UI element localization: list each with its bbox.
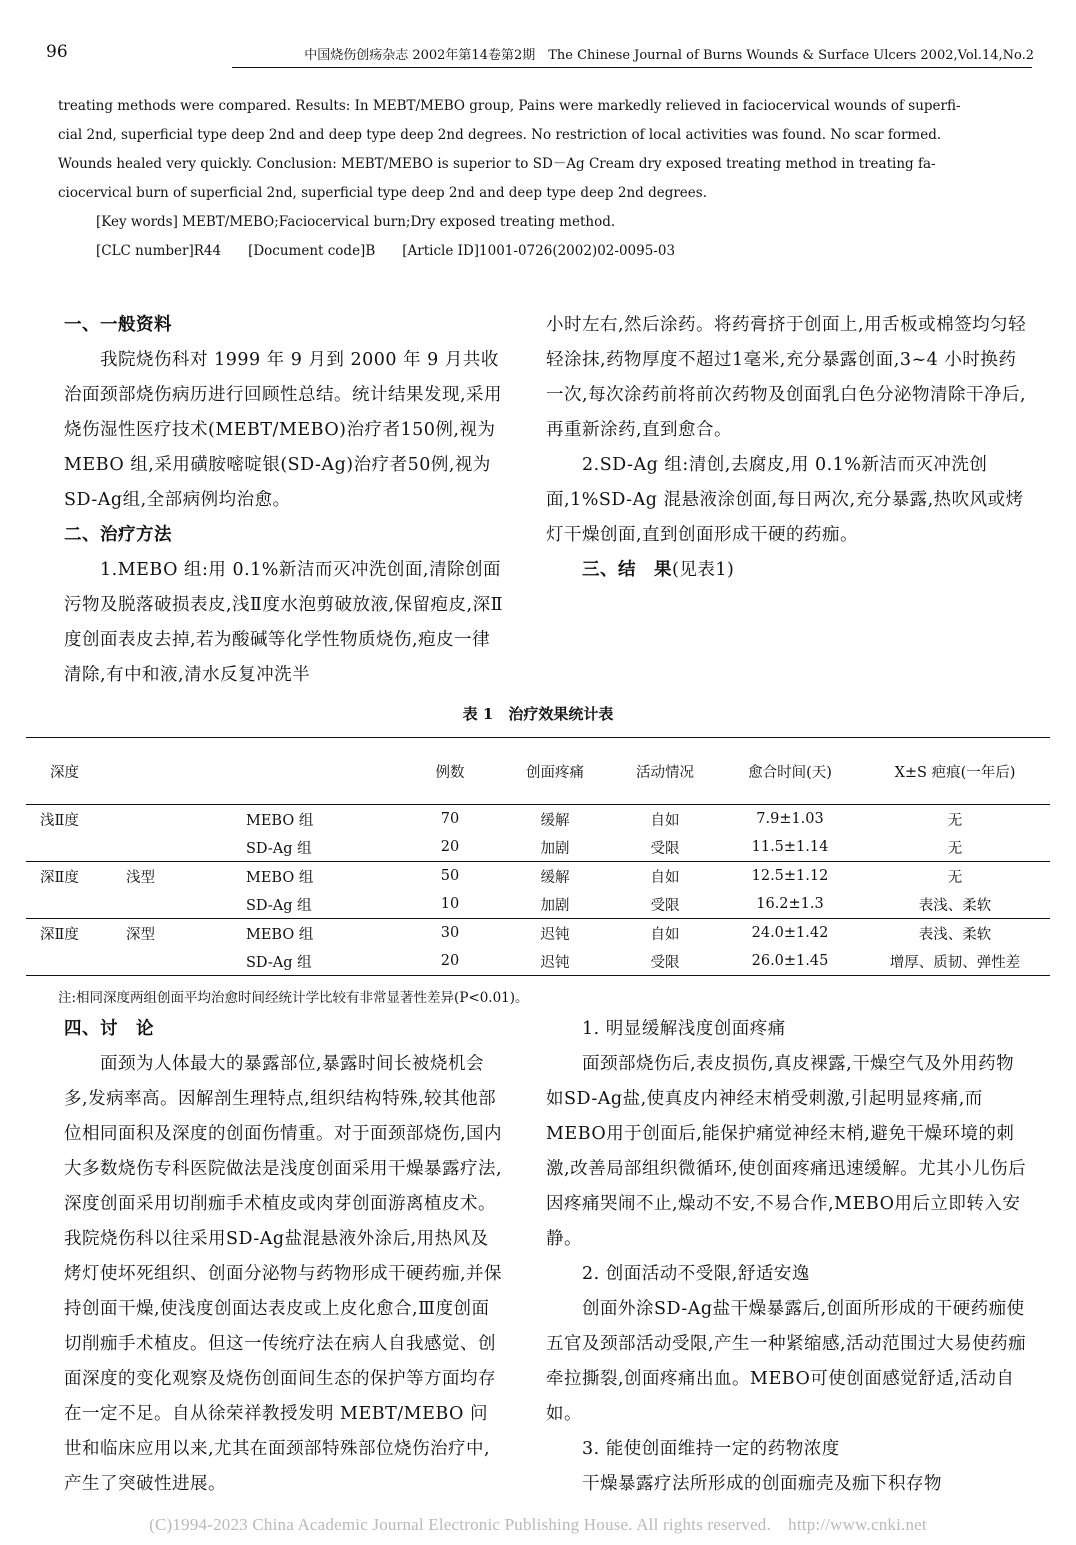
cell-pain: 缓解 [540, 812, 570, 829]
paragraph-2: 创面外涂SD-Ag盐干燥暴露后,创面所形成的干硬药痂使五官及颈部活动受限,产生一种紧缩感,活动范围过大易使药痂牵拉撕裂,创面疼痛出血。MEBO可使创面感觉舒适,活动自如。 [546, 1299, 1027, 1424]
header-rule [232, 67, 1032, 68]
cell-time: 26.0±1.45 [720, 947, 860, 976]
cell-time: 12.5±1.12 [751, 868, 829, 884]
cell-pain: 迟钝 [500, 947, 610, 976]
section-3-label: 三、结 果 [582, 560, 672, 580]
cell-depth [26, 833, 126, 862]
abstract-line: Wounds healed very quickly. Conclusion: MEBT/MEBO is superior to SD－Ag Cream dry exposed treating method in treating fa- [58, 156, 936, 172]
abstract-line: ciocervical burn of superficial 2nd, superficial type deep 2nd and deep type deep 2nd degrees. [58, 185, 708, 201]
english-abstract [58, 92, 988, 266]
right-column-upper [546, 308, 1028, 588]
header-depth: 深度 [26, 738, 400, 805]
cell-pain: 加剧 [500, 890, 610, 919]
paragraph-3: 干燥暴露疗法所形成的创面痂壳及痂下积存物 [582, 1474, 942, 1494]
cell-time: 16.2±1.3 [720, 890, 860, 919]
cell-count: 50 [440, 868, 460, 884]
cell-activity: 自如 [650, 926, 680, 943]
cell-depth: 浅Ⅱ度 [40, 812, 79, 829]
cell-scar: 无 [860, 833, 1050, 862]
table-row [26, 919, 1050, 948]
cell-group: MEBO 组 [246, 926, 314, 943]
cell-type [126, 833, 230, 862]
section-3-note: (见表1) [672, 560, 735, 580]
section-3-title [546, 553, 1028, 588]
cell-type: 深型 [126, 926, 155, 943]
cell-pain: 迟钝 [540, 926, 570, 943]
subheading-1: 1. 明显缓解浅度创面疼痛 [582, 1019, 786, 1039]
cell-group: MEBO 组 [246, 812, 314, 829]
section-1-title: 一、一般资料 [64, 315, 172, 335]
cell-time: 24.0±1.42 [751, 925, 829, 941]
cell-scar: 表浅、柔软 [860, 890, 1050, 919]
cell-depth [26, 947, 126, 976]
cell-depth: 深Ⅱ度 [40, 869, 79, 886]
cell-activity: 受限 [610, 833, 720, 862]
table-row [26, 890, 1050, 919]
cell-pain: 缓解 [540, 869, 570, 886]
running-header [46, 42, 1034, 68]
section-4-title: 四、讨 论 [64, 1019, 154, 1039]
paragraph-1: 面颈部烧伤后,表皮损伤,真皮裸露,干燥空气及外用药物如SD-Ag盐,使真皮内神经末梢受刺激,引起明显疼痛,而MEBO用于创面后,能保护痛觉神经末梢,避免干燥环境的刺激,改善局部组织微循环,使创面疼痛迅速缓解。尤其小儿伤后因疼痛哭闹不止,燥动不安,不易合作,MEBO用后立即转入安静。 [546, 1054, 1027, 1249]
table-caption: 表 1 治疗效果统计表 [462, 705, 614, 723]
abstract-line: cial 2nd, superficial type deep 2nd and deep type deep 2nd degrees. No restriction of local activities was found. No scar formed. [58, 127, 942, 143]
section-2-title: 二、治疗方法 [64, 525, 172, 545]
page-number: 96 [46, 42, 68, 62]
header-activity: 活动情况 [610, 738, 720, 805]
subheading-2: 2. 创面活动不受限,舒适安逸 [582, 1264, 810, 1284]
cell-type [126, 805, 230, 834]
cell-group: SD-Ag 组 [230, 890, 400, 919]
cell-scar: 表浅、柔软 [918, 926, 992, 943]
abstract-line: treating methods were compared. Results: In MEBT/MEBO group, Pains were markedly relieved in faciocervical wounds of superfi- [58, 98, 961, 114]
cell-depth: 深Ⅱ度 [40, 926, 79, 943]
cell-activity: 受限 [610, 890, 720, 919]
cell-count: 20 [400, 833, 500, 862]
cell-activity: 受限 [610, 947, 720, 976]
method-sd-ag: 2.SD-Ag 组:清创,去腐皮,用 0.1%新洁而灭冲洗创面,1%SD-Ag 混悬液涂创面,每日两次,充分暴露,热吹风或烤灯干燥创面,直到创面形成干硬的药痂。 [546, 455, 1024, 545]
left-column-lower [64, 1012, 504, 1502]
table-note: 注:相同深度两组创面平均治愈时间经统计学比较有非常显著性差异(P<0.01)。 [58, 990, 529, 1006]
table-header-row [26, 738, 1050, 805]
keywords: [Key words] MEBT/MEBO;Faciocervical burn;Dry exposed treating method. [96, 214, 616, 230]
cell-type [126, 947, 230, 976]
cell-activity: 自如 [650, 812, 680, 829]
left-column-upper [64, 308, 504, 693]
cell-count: 20 [400, 947, 500, 976]
right-column-lower [546, 1012, 1028, 1502]
cell-scar: 无 [947, 869, 963, 886]
cell-type [126, 890, 230, 919]
cell-time: 11.5±1.14 [720, 833, 860, 862]
cell-time: 7.9±1.03 [756, 811, 824, 827]
cell-group: SD-Ag 组 [230, 833, 400, 862]
discussion-body: 面颈为人体最大的暴露部位,暴露时间长被烧机会多,发病率高。因解剖生理特点,组织结构特殊,较其他部位相同面积及深度的创面伤情重。对于面颈部烧伤,国内大多数烧伤专科医院做法是浅度创面采用干燥暴露疗法,深度创面采用切削痂手术植皮或肉芽创面游离植皮术。我院烧伤科以往采用SD-Ag盐混悬液外涂后,用热风及烤灯使坏死组织、创面分泌物与药物形成干硬药痂,并保持创面干燥,使浅度创面达表皮或上皮化愈合,Ⅲ度创面切削痂手术植皮。但这一传统疗法在病人自我感觉、创面深度的变化观察及烧伤创面间生态的保护等方面均存在一定不足。自从徐荣祥教授发明 MEBT/MEBO 问世和临床应用以来,尤其在面颈部特殊部位烧伤治疗中,产生了突破性进展。 [64, 1054, 503, 1494]
method-continuation: 小时左右,然后涂药。将药膏挤于创面上,用舌板或棉签均匀轻轻涂抹,药物厚度不超过1毫米,充分暴露创面,3~4 小时换药一次,每次涂药前将前次药物及创面乳白色分泌物清除干净后,再重新涂药,直到愈合。 [546, 315, 1027, 440]
cell-group: SD-Ag 组 [230, 947, 400, 976]
cell-count: 70 [440, 811, 460, 827]
table-row [26, 947, 1050, 976]
cell-depth [26, 890, 126, 919]
header-healing-time: 愈合时间(天) [720, 738, 860, 805]
cell-type: 浅型 [126, 869, 155, 886]
section-1-body: 我院烧伤科对 1999 年 9 月到 2000 年 9 月共收治面颈部烧伤病历进行回顾性总结。统计结果发现,采用烧伤湿性医疗技术(MEBT/MEBO)治疗者150例,视为 MEBO 组,采用磺胺嘧啶银(SD-Ag)治疗者50例,视为SD-Ag组,全部病例均治愈。 [64, 350, 503, 510]
cell-count: 30 [440, 925, 460, 941]
clc-line: [CLC number]R44 [Document code]B [Article ID]1001-0726(2002)02-0095-03 [96, 243, 676, 259]
header-pain: 创面疼痛 [500, 738, 610, 805]
cell-count: 10 [400, 890, 500, 919]
section-2-body: 1.MEBO 组:用 0.1%新洁而灭冲洗创面,清除创面污物及脱落破损表皮,浅Ⅱ度水泡剪破放液,保留疱皮,深Ⅱ度创面表皮去掉,若为酸碱等化学性物质烧伤,疱皮一律清除,有中和液,清水反复冲洗半 [64, 560, 503, 685]
table-row [26, 805, 1050, 834]
copyright-watermark: (C)1994-2023 China Academic Journal Electronic Publishing House. All rights reserved. http://www.cnki.net [149, 1515, 927, 1534]
cell-scar: 增厚、质韧、弹性差 [860, 947, 1050, 976]
cell-group: MEBO 组 [246, 869, 314, 886]
results-table [26, 737, 1050, 976]
header-count: 例数 [400, 738, 500, 805]
subheading-3: 3. 能使创面维持一定的药物浓度 [582, 1439, 840, 1459]
journal-title: 中国烧伤创疡杂志 2002年第14卷第2期 The Chinese Journal of Burns Wounds & Surface Ulcers 2002,Vol.14,No.2 [304, 48, 1034, 63]
header-scar: X±S 疤痕(一年后) [860, 738, 1050, 805]
table-row [26, 833, 1050, 862]
cell-pain: 加剧 [500, 833, 610, 862]
table-row [26, 862, 1050, 891]
cell-activity: 自如 [650, 869, 680, 886]
cell-scar: 无 [947, 812, 963, 829]
